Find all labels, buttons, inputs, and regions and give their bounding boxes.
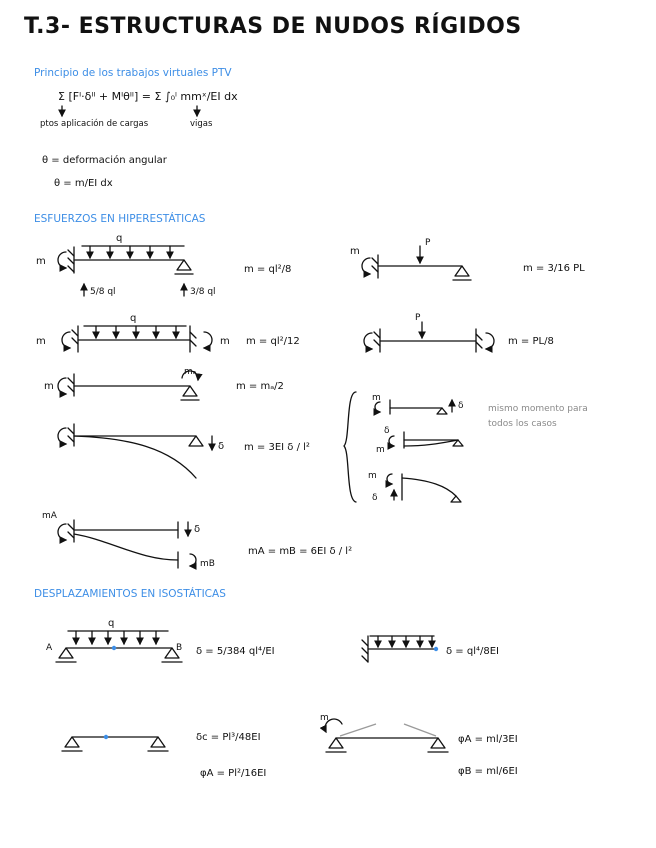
hyper-case7-mb: mB — [200, 559, 215, 569]
ptv-theta-eq: θ = m/EI dx — [54, 178, 113, 189]
iso-heading: DESPLAZAMIENTOS EN ISOSTÁTICAS — [34, 588, 226, 600]
ptv-heading: Principio de los trabajos virtuales PTV — [34, 67, 232, 79]
hyper-case4-formula: m = PL/8 — [508, 336, 554, 347]
hyper-case1-r-right: 3/8 ql — [190, 287, 216, 297]
hyper-case6-delta: δ — [218, 441, 225, 452]
iso-case3-formula2: φA = Pl²/16EI — [200, 768, 267, 779]
hyper-case6-formula: m = 3EI δ / l² — [244, 442, 310, 453]
group-m1: m — [372, 393, 381, 403]
hyper-case1-moment: m — [36, 256, 46, 267]
hyper-case2-formula: m = 3/16 PL — [523, 263, 585, 274]
ptv-under-left: ptos aplicación de cargas — [40, 119, 149, 129]
hyper-case7-diagram — [58, 520, 196, 568]
hyper-case7-ma: mA — [42, 511, 57, 521]
ptv-equation: Σ [Fᴵ·δᴵᴵ + Mᴵθᴵᴵ] = Σ ∫₀ˡ mmˣ/EI dx — [58, 90, 238, 103]
hyper-case1-r-left: 5/8 ql — [90, 287, 116, 297]
hyper-case5-formula: m = mₐ/2 — [236, 381, 284, 392]
ptv-under-right: vigas — [190, 119, 213, 129]
hyper-case5-diagram — [58, 371, 199, 400]
iso-case2-formula: δ = ql⁴/8EI — [446, 646, 499, 657]
hyper-case3-diagram — [62, 326, 212, 352]
iso-case1-a: A — [46, 643, 53, 653]
hyper-case3-moment-right: m — [220, 336, 230, 347]
hyper-case5-moment-left: m — [44, 381, 54, 392]
hyper-case4-diagram — [364, 322, 494, 352]
iso-case2-diagram — [362, 636, 438, 662]
group-note: mismo momento para todos los casos — [488, 404, 588, 429]
iso-case3-formula1: δc = Pl³/48EI — [196, 732, 261, 743]
hyper-heading: ESFUERZOS EN HIPERESTÁTICAS — [34, 213, 206, 225]
iso-case4-formula2: φB = ml/6EI — [458, 766, 518, 777]
hyper-case2-diagram — [362, 246, 471, 280]
group-d1: δ — [458, 401, 464, 411]
hyper-case7-delta: δ — [194, 524, 201, 535]
iso-case1-b: B — [176, 643, 183, 653]
hyper-case1-diagram — [58, 246, 193, 296]
hyper-case3-moment-left: m — [36, 336, 46, 347]
hyper-group-diagram — [344, 392, 463, 502]
iso-case4-formula1: φA = ml/3EI — [458, 734, 518, 745]
group-d2: δ — [384, 426, 390, 436]
group-d3: δ — [372, 493, 378, 503]
ptv-under-arrows — [62, 106, 197, 116]
hyper-case5-moment-right: mₐ — [184, 367, 197, 377]
ptv-theta-def: θ = deformación angular — [42, 155, 167, 166]
iso-case1-load: q — [108, 618, 115, 629]
iso-case4-m: m — [320, 713, 329, 723]
hyper-case2-load: P — [425, 238, 431, 248]
iso-case1-formula: δ = 5/384 ql⁴/EI — [196, 646, 275, 657]
group-m2: m — [376, 445, 385, 455]
hyper-case4-load: P — [415, 313, 421, 323]
hyper-case2-moment: m — [350, 246, 360, 257]
hyper-case7-formula: mA = mB = 6EI δ / l² — [248, 546, 353, 557]
group-m3: m — [368, 471, 377, 481]
hyper-case1-load: q — [116, 233, 123, 244]
hyper-case3-load: q — [130, 313, 137, 324]
hyper-case1-formula: m = ql²/8 — [244, 264, 292, 275]
hyper-case3-formula: m = ql²/12 — [246, 336, 300, 347]
iso-case3-diagram — [62, 735, 168, 751]
iso-case4-diagram — [325, 719, 448, 752]
hyper-case6-diagram — [58, 424, 212, 478]
iso-case1-diagram — [56, 631, 182, 662]
page-title: T.3- ESTRUCTURAS DE NUDOS RÍGIDOS — [24, 14, 522, 39]
